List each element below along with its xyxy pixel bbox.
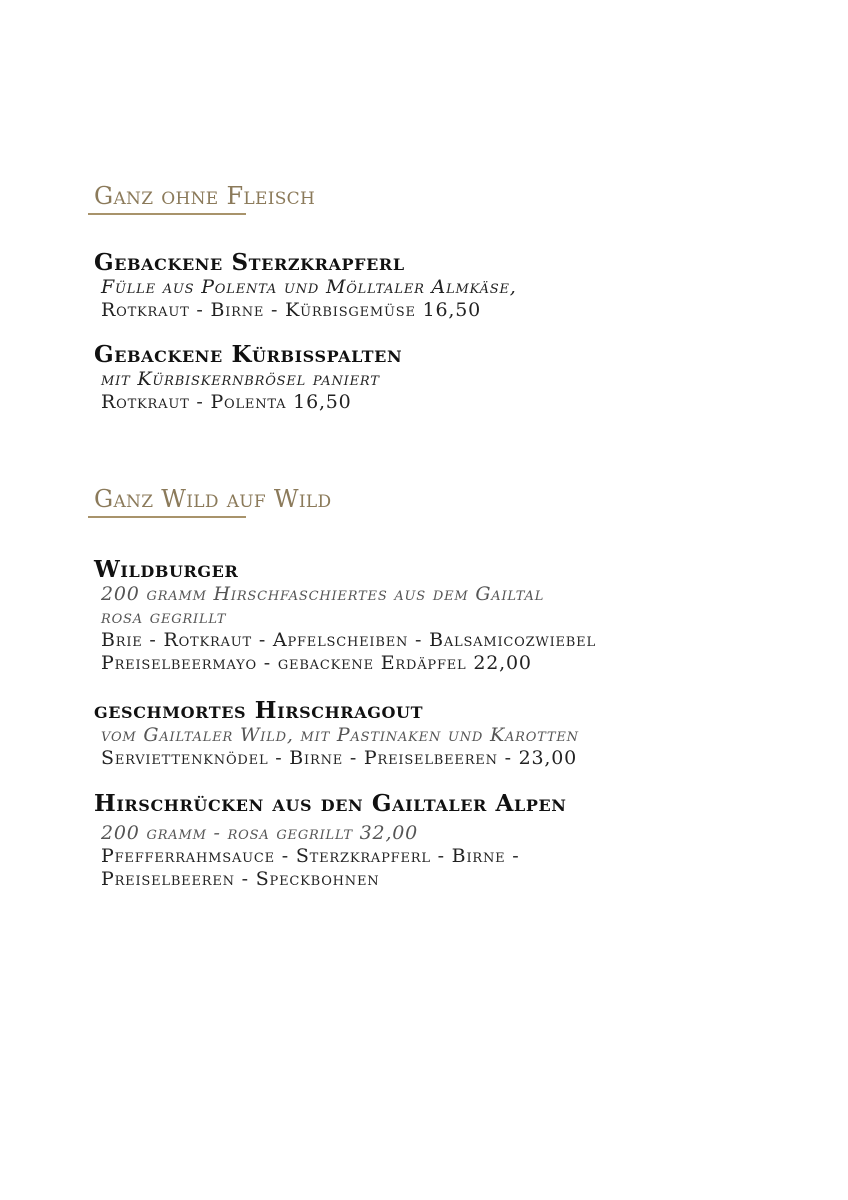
section-title: Ganz Wild auf Wild bbox=[94, 485, 332, 513]
menu-item-description: Fülle aus Polenta und Mölltaler Almkäse, bbox=[101, 276, 517, 298]
menu-item-title: Hirschrücken aus den Gailtaler Alpen bbox=[94, 790, 567, 817]
menu-item-description: vom Gailtaler Wild, mit Pastinaken und Karotten bbox=[101, 724, 579, 746]
menu-item-title: geschmortes Hirschragout bbox=[94, 697, 424, 724]
menu-item-title: Gebackene Sterzkrapferl bbox=[94, 249, 405, 276]
menu-item-sides-price: Rotkraut - Birne - Kürbisgemüse 16,50 bbox=[101, 299, 481, 321]
menu-item-sides: Brie - Rotkraut - Apfelscheiben - Balsamicozwiebel bbox=[101, 629, 596, 651]
menu-item bbox=[94, 791, 814, 891]
menu-item bbox=[94, 342, 814, 414]
menu-item-sides-price: Serviettenknödel - Birne - Preiselbeeren - 23,00 bbox=[101, 747, 578, 769]
menu-item-sides-price: Rotkraut - Polenta 16,50 bbox=[101, 391, 352, 413]
section-underline bbox=[88, 213, 246, 215]
menu-item-description: rosa gegrillt bbox=[101, 606, 227, 628]
menu-item-title: Gebackene Kürbisspalten bbox=[94, 341, 403, 368]
section-underline bbox=[88, 516, 246, 518]
menu-item-sides: Preiselbeeren - Speckbohnen bbox=[101, 868, 380, 890]
menu-item-description: mit Kürbiskernbrösel paniert bbox=[101, 368, 380, 390]
menu-item-sides-price: Preiselbeermayo - gebackene Erdäpfel 22,00 bbox=[101, 652, 532, 674]
section-title: Ganz ohne Fleisch bbox=[94, 182, 316, 210]
menu-item-description: 200 gramm Hirschfaschiertes aus dem Gailtal bbox=[101, 583, 545, 605]
menu-item-description-price: 200 gramm - rosa gegrillt 32,00 bbox=[101, 822, 419, 844]
menu-item bbox=[94, 698, 814, 770]
menu-item-title: Wildburger bbox=[94, 556, 239, 583]
menu-item-sides: Pfefferrahmsauce - Sterzkrapferl - Birne - bbox=[101, 845, 520, 867]
menu-item bbox=[94, 557, 814, 675]
menu-item bbox=[94, 250, 814, 322]
